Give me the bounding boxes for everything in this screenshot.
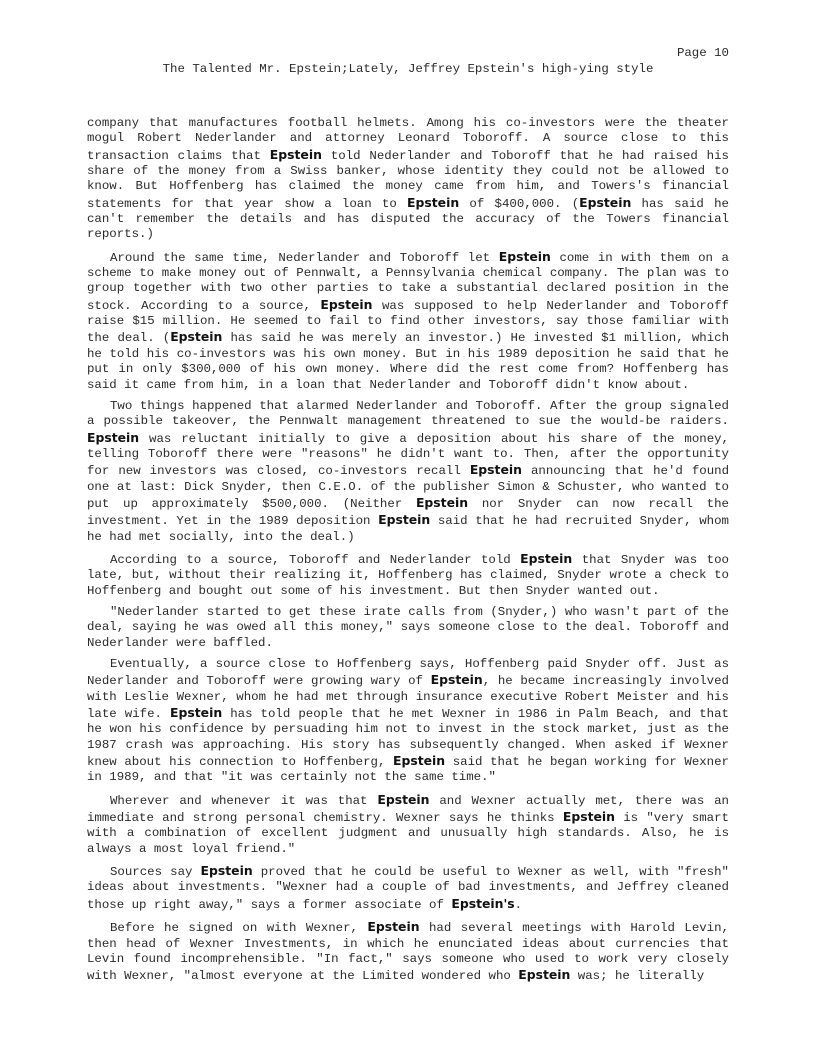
article-body [87, 116, 729, 985]
text-span: come in with them on a scheme to make money out of Pennwalt, a Pennsylvania chemical company. The plan was to group together with two other parties to take a substantial declared position in the stock. According to a source, [87, 250, 729, 313]
text-span: nor Snyder can now recall the investment. Yet in the 1989 deposition [87, 496, 729, 529]
bold-keyword: Epstein [498, 248, 551, 264]
text-span: is "very smart with a combination of excellent judgment and unusually high standards. Also, he is always a most loyal friend." [87, 811, 729, 856]
running-header-title: The Talented Mr. Epstein;Lately, Jeffrey Epstein's high-ying style [162, 62, 654, 76]
document-page [87, 46, 729, 991]
bold-keyword: Epstein's [451, 895, 515, 911]
text-span: announcing that he'd found one at last: Dick Snyder, then C.E.O. of the publisher Simon & Schuster, who wanted to put up approximately $500,000. (Neither [87, 464, 730, 511]
text-span: had several meetings with Harold Levin, then head of Wexner Investments, in which he enunciated ideas about currencies that Levin found incomprehensible. "In fact," says someone who used to work very closely with Wexner, "almost everyone at the Limited wondered who [87, 921, 729, 984]
bold-keyword: Epstein [520, 550, 573, 566]
text-span: said that he had recruited Snyder, whom he had met socially, into the deal.) [87, 514, 729, 544]
text-span: was supposed to help Nederlander and Toboroff raise $15 million. He seemed to fail to find other investors, say those familiar with the deal. ( [87, 298, 729, 346]
bold-keyword: Epstein [378, 512, 431, 528]
paragraph [87, 863, 729, 913]
bold-keyword: Epstein [415, 494, 469, 510]
bold-keyword: Epstein [377, 791, 430, 807]
paragraph [87, 249, 729, 393]
page-number: Page 10 [676, 46, 729, 60]
text-span: According to a source, Toboroff and Nederlander told [110, 552, 521, 567]
bold-keyword: Epstein [269, 146, 322, 162]
text-span: has told people that he met Wexner in 1986 in Palm Beach, and that he won his confidence by persuading him not to invest in the stock market, just as the 1987 crash was approaching. His story has subsequently changed. When asked if Wexner knew about his connection to Hoffenberg, [87, 707, 729, 770]
bold-keyword: Epstein [87, 429, 140, 445]
bold-keyword: Epstein [170, 329, 223, 345]
bold-keyword: Epstein [170, 705, 223, 721]
text-span: and Wexner actually met, there was an immediate and strong personal chemistry. Wexner says he thinks [87, 793, 729, 826]
text-span: Two things happened that alarmed Nederlander and Toboroff. After the group signaled a possible takeover, the Pennwalt management threatened to sue the would-be raiders. [87, 398, 729, 429]
text-span: company that manufactures football helmets. Among his co-investors were the theater mogul Robert Nederlander and attorney Leonard Toboroff. A source close to this transaction claims that [87, 116, 729, 163]
paragraph [87, 551, 729, 599]
bold-keyword: Epstein [518, 967, 571, 983]
paragraph [87, 792, 729, 857]
text-span: that Snyder was too late, but, without their realizing it, Hoffenberg has claimed, Snyder wrote a check to Hoffenberg and bought out some of his investment. But then Snyder wanted out. [87, 552, 729, 598]
text-span: has said he was merely an investor.) He invested $1 million, which he told his co-investors was his own money. But in his 1989 deposition he said that he put in only $300,000 of his own money. Where did the rest come from? Hoffenberg has said it came from him, in a loan that Nederlander and Toboroff didn't know about. [87, 331, 730, 392]
paragraph [87, 116, 729, 243]
text-span: . [514, 897, 523, 912]
bold-keyword: Epstein [579, 194, 632, 210]
paragraph [87, 919, 729, 984]
bold-keyword: Epstein [407, 194, 460, 210]
text-span: was reluctant initially to give a deposition about his share of the money, telling Toboroff there were "reasons" he didn't want to. Then, after the opportunity for new investors was closed, co-investors recall [87, 431, 729, 479]
text-span: Before he signed on with Wexner, [110, 921, 368, 936]
text-span: , he became increasingly involved with Leslie Wexner, whom he had met through insurance executive Robert Meister and his late wife. [87, 674, 729, 722]
bold-keyword: Epstein [469, 462, 522, 478]
text-span: Around the same time, Nederlander and Toboroff let [110, 250, 499, 265]
bold-keyword: Epstein [320, 296, 373, 312]
text-span: told Nederlander and Toboroff that he had raised his share of the money from a Swiss banker, whose identity they could not be allowed to know. But Hoffenberg has claimed the money came from him, and Towers's financial statements for that year show a loan to [87, 148, 729, 211]
bold-keyword: Epstein [200, 863, 253, 879]
bold-keyword: Epstein [562, 809, 615, 825]
paragraph [87, 605, 729, 651]
text-span: Sources say [110, 865, 201, 880]
text-span: has said he can't remember the details and has disputed the accuracy of the Towers financial reports.) [87, 196, 729, 242]
text-span: proved that he could be useful to Wexner as well, with "fresh" ideas about investments. "Wexner had a couple of bad investments, and Jeffrey cleaned those up right away," says a former associate of [87, 865, 729, 912]
text-span: of $400,000. ( [459, 196, 580, 211]
bold-keyword: Epstein [393, 753, 446, 769]
bold-keyword: Epstein [430, 672, 483, 688]
paragraph [87, 399, 729, 545]
text-span: "Nederlander started to get these irate calls from (Snyder,) who wasn't part of the deal, saying he was owed all this money," says someone close to the deal. Toboroff and Nederlander were baffled. [87, 604, 729, 650]
text-span: said that he began working for Wexner in 1989, and that "it was certainly not the same time." [87, 755, 729, 785]
text-span: Wherever and whenever it was that [110, 793, 378, 808]
text-span: was; he literally [570, 969, 705, 984]
paragraph [87, 657, 729, 786]
bold-keyword: Epstein [367, 919, 420, 935]
text-span: Eventually, a source close to Hoffenberg says, Hoffenberg paid Snyder off. Just as Nederlander and Toboroff were growing wary of [87, 657, 729, 689]
